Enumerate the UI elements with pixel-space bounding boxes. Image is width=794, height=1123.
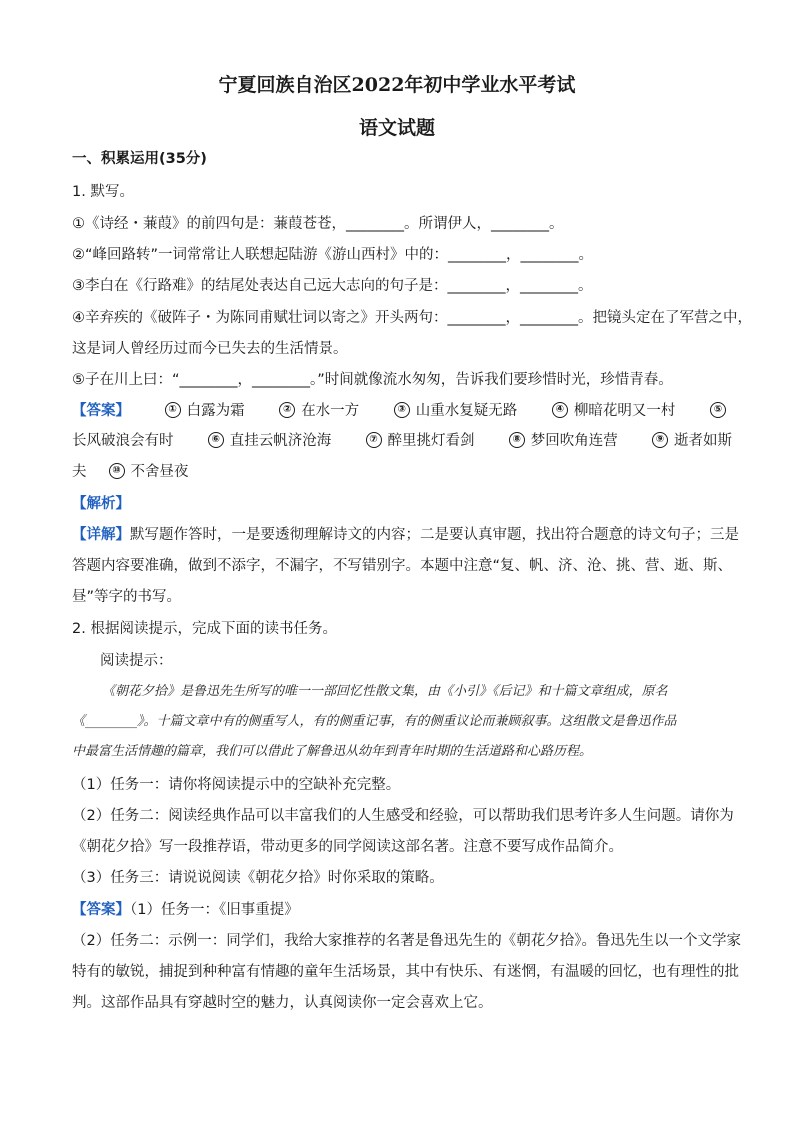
reading-hint-line-1: 《朝花夕拾》是鲁迅先生所写的唯一一部回忆性散文集，由《小引》《后记》和十篇文章组成，原名 <box>102 684 668 699</box>
q1-line-2: ②“峰回路转”一词常常让人联想起陆游《游山西村》中的：________，________。 <box>72 247 594 263</box>
task-2-line-1: （2）任务二：阅读经典作品可以丰富我们的人生感受和经验，可以帮助我们思考许多人生问题。请你为 <box>72 808 734 824</box>
answer-tag: 【答案】 <box>72 403 130 419</box>
answer-item: ④ 柳暗花明又一村 <box>552 401 676 421</box>
section-heading: 一、积累运用(35分) <box>72 151 207 167</box>
task-2-line-2: 《朝花夕拾》写一段推荐语，带动更多的同学阅读这部名著。注意不要写成作品简介。 <box>72 839 623 855</box>
analysis-tag: 【解析】 <box>72 496 130 512</box>
reading-hint-line-2: 《________》。十篇文章中有的侧重写人，有的侧重记事，有的侧重议论而兼顾叙事。这组散文是鲁迅作品 <box>72 714 677 729</box>
q1-line-4: ④辛弃疾的《破阵子・为陈同甫赋壮词以寄之》开头两句：________，________。把镜头定在了军营之中， <box>72 310 752 326</box>
answer-item: ⑨ 逝者如斯 <box>652 431 732 451</box>
detail-line-2: 答题内容要准确，做到不添字，不漏字，不写错别字。本题中注意“复、帆、济、沧、挑、营、逝、斯、 <box>72 558 733 574</box>
page-subtitle: 语文试题 <box>358 117 435 139</box>
answer-row-1 <box>72 401 732 421</box>
answer-item: ① 白露为霜 <box>165 401 245 421</box>
answer-item: 长风破浪会有时 <box>72 433 174 449</box>
answer-item: ⑤ <box>710 401 732 421</box>
task-3: （3）任务三：请说说阅读《朝花夕拾》时你采取的策略。 <box>72 870 444 886</box>
answer-item: ⑦ 醉里挑灯看剑 <box>366 431 475 451</box>
q1-line-6: ⑤子在川上曰：“________，________。”时间就像流水匆匆，告诉我们要珍惜时光，珍惜青春。 <box>72 372 673 388</box>
detail-line-1: 【详解】默写题作答时，一是要透彻理解诗文的内容；二是要认真审题，找出符合题意的诗文句子；三是 <box>72 527 739 543</box>
task-1: （1）任务一：请你将阅读提示中的空缺补充完整。 <box>72 777 401 793</box>
answer-item: ② 在水一方 <box>279 401 359 421</box>
detail-line-3: 昼”等字的书写。 <box>72 589 182 605</box>
answer-row-3: 夫 ⑩ 不舍昼夜 <box>72 464 189 480</box>
q2-answer-2-line-1: （2）任务二：示例一：同学们，我给大家推荐的名著是鲁迅先生的《朝花夕拾》。鲁迅先生以一个文学家 <box>72 933 741 949</box>
q1-line-3: ③李白在《行路难》的结尾处表达自己远大志向的句子是：________，________。 <box>72 278 593 294</box>
answer-item: ③ 山重水复疑无路 <box>394 401 518 421</box>
question-2-head: 2. 根据阅读提示，完成下面的读书任务。 <box>72 621 337 637</box>
reading-hint-line-3: 中最富生活情趣的篇章，我们可以借此了解鲁迅从幼年到青年时期的生活道路和心路历程。 <box>72 744 593 759</box>
q1-line-1: ①《诗经・蒹葭》的前四句是：蒹葭苍苍，________。所谓伊人，________。 <box>72 216 564 232</box>
q2-answer-2-line-2: 特有的敏锐，捕捉到种种富有情趣的童年生活场景，其中有快乐、有迷惘，有温暖的回忆，也有理性的批 <box>72 964 739 980</box>
q2-answer-1: 【答案】（1）任务一：《旧事重提》 <box>72 902 299 918</box>
answer-item: ⑥ 直挂云帆济沧海 <box>208 431 332 451</box>
answer-row-2 <box>72 431 732 451</box>
reading-hint-label: 阅读提示： <box>100 653 173 669</box>
q2-answer-2-line-3: 判。这部作品具有穿越时空的魅力，认真阅读你一定会喜欢上它。 <box>72 995 493 1011</box>
page-title: 宁夏回族自治区2022年初中学业水平考试 <box>218 74 576 96</box>
question-1-head: 1. 默写。 <box>72 184 134 200</box>
answer-item: ⑧ 梦回吹角连营 <box>509 431 618 451</box>
q1-line-5: 这是词人曾经历过而今已失去的生活情景。 <box>72 341 348 357</box>
